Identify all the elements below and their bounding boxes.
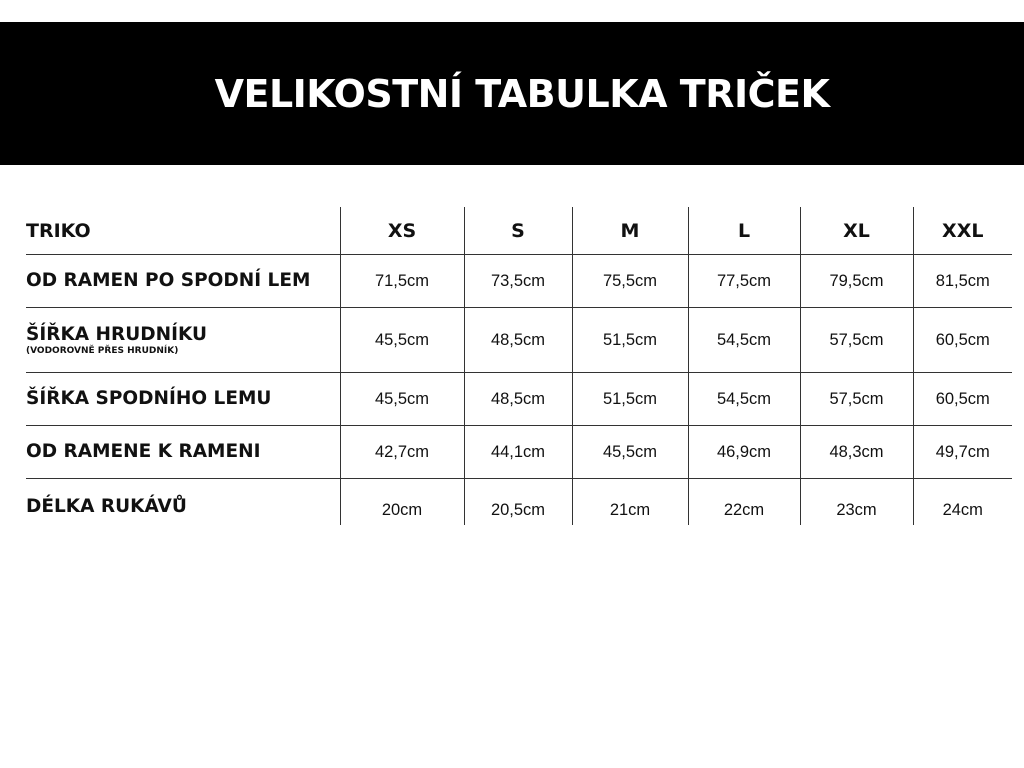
- table-row: [26, 479, 1012, 526]
- table-cell: 45,5cm: [340, 373, 464, 426]
- table-cell: 60,5cm: [913, 373, 1012, 426]
- table-cell: [340, 479, 464, 526]
- table-row: [26, 426, 1012, 479]
- corner-label: TRIKO: [26, 207, 340, 255]
- table-cell: 45,5cm: [572, 426, 688, 479]
- cell-value: 20,5cm: [490, 501, 546, 519]
- cell-value: 23cm: [836, 501, 877, 519]
- table-cell: [688, 479, 800, 526]
- size-chart-table: [26, 207, 1012, 525]
- table-cell: 48,5cm: [464, 373, 572, 426]
- size-header-m: M: [572, 207, 688, 255]
- table-cell: 44,1cm: [464, 426, 572, 479]
- table-cell: 81,5cm: [913, 255, 1012, 308]
- table-header-row: [26, 207, 1012, 255]
- table-cell: 54,5cm: [688, 308, 800, 373]
- table-cell: 73,5cm: [464, 255, 572, 308]
- cell-value: 22cm: [723, 501, 765, 519]
- table-cell: 45,5cm: [340, 308, 464, 373]
- size-header-xxl: XXL: [913, 207, 1012, 255]
- table-cell: 57,5cm: [800, 308, 913, 373]
- table-cell: 54,5cm: [688, 373, 800, 426]
- cell-value: 20cm: [381, 501, 423, 519]
- table-cell: [572, 479, 688, 526]
- table-cell: 75,5cm: [572, 255, 688, 308]
- table-cell: 48,3cm: [800, 426, 913, 479]
- table-cell: [464, 479, 572, 526]
- table-cell: 79,5cm: [800, 255, 913, 308]
- row-label-text: DÉLKA RUKÁVŮ: [26, 496, 187, 517]
- table-cell: 48,5cm: [464, 308, 572, 373]
- page-title: VELIKOSTNÍ TABULKA TRIČEK: [214, 71, 830, 116]
- table-row: [26, 308, 1012, 373]
- table-cell: 57,5cm: [800, 373, 913, 426]
- size-header-l: L: [688, 207, 800, 255]
- table-cell: [800, 479, 913, 526]
- row-label-chest-width: [26, 308, 340, 373]
- table-cell: 42,7cm: [340, 426, 464, 479]
- table-cell: [913, 479, 1012, 526]
- cell-value: 24cm: [942, 501, 983, 519]
- table-cell: 60,5cm: [913, 308, 1012, 373]
- row-label-text: ŠÍŘKA HRUDNÍKU: [26, 323, 208, 345]
- table-cell: 51,5cm: [572, 308, 688, 373]
- size-header-xs: XS: [340, 207, 464, 255]
- row-label-shoulder-width: OD RAMENE K RAMENI: [26, 426, 340, 479]
- table-row: [26, 373, 1012, 426]
- cell-value: 21cm: [609, 501, 651, 519]
- row-label-hem-width: ŠÍŘKA SPODNÍHO LEMU: [26, 373, 340, 426]
- table-cell: 71,5cm: [340, 255, 464, 308]
- size-header-xl: XL: [800, 207, 913, 255]
- row-label-sleeve-length: [26, 479, 340, 526]
- table-cell: 46,9cm: [688, 426, 800, 479]
- title-banner: [0, 22, 1024, 165]
- row-label-length: OD RAMEN PO SPODNÍ LEM: [26, 255, 340, 308]
- table-cell: 51,5cm: [572, 373, 688, 426]
- table-cell: 77,5cm: [688, 255, 800, 308]
- row-label-note: (VODOROVNĚ PŘES HRUDNÍK): [26, 345, 179, 356]
- size-header-s: S: [464, 207, 572, 255]
- table-row: [26, 255, 1012, 308]
- table-cell: 49,7cm: [913, 426, 1012, 479]
